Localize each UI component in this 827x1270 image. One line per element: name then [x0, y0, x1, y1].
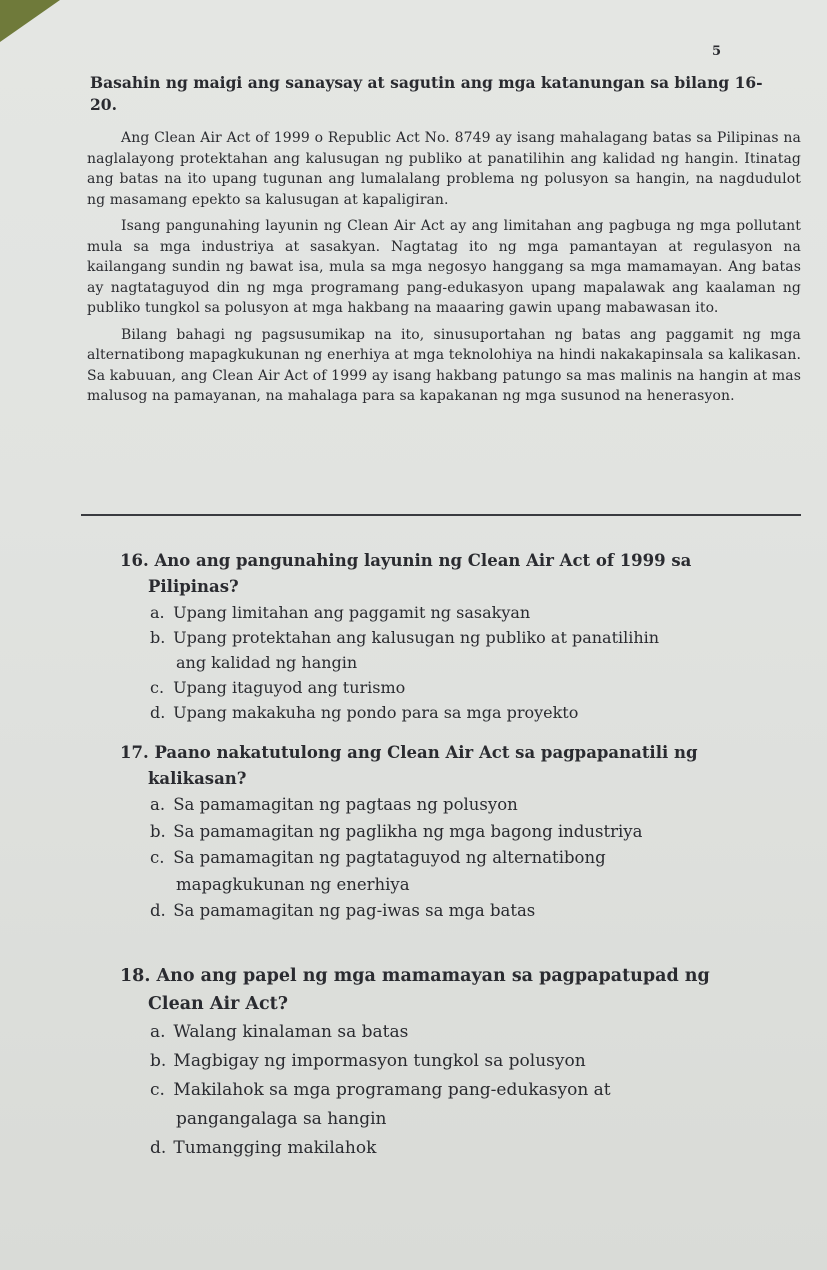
choice-text: Sa pamamagitan ng pagtaas ng polusyon	[173, 795, 518, 814]
choice-text: Sa pamamagitan ng pag-iwas sa mga batas	[173, 901, 536, 920]
choice-text: Upang itaguyod ang turismo	[173, 678, 406, 697]
question-text-line1: Ano ang papel ng mga mamamayan sa pagpapatupad ng	[156, 966, 710, 986]
question-text-line2: kalikasan?	[148, 769, 247, 788]
choice-a[interactable]	[120, 600, 780, 625]
question-prompt	[120, 962, 780, 990]
choice-text: Tumangging makilahok	[173, 1138, 377, 1158]
choice-c[interactable]	[120, 675, 780, 700]
question-text-line2: Pilipinas?	[148, 577, 239, 596]
page-number: 5	[712, 44, 722, 59]
question-text-line1: Paano nakatutulong ang Clean Air Act sa pagpapanatili ng	[154, 743, 698, 762]
choice-d[interactable]	[120, 1134, 780, 1163]
question-number: 18.	[120, 966, 151, 986]
choice-letter: c.	[150, 678, 165, 697]
choice-text: Sa pamamagitan ng pagtataguyod ng alternatibong	[173, 848, 606, 867]
choice-text: Makilahok sa mga programang pang-edukasyon at	[173, 1080, 611, 1100]
choice-text: Upang protektahan ang kalusugan ng publiko at panatilihin	[173, 628, 660, 647]
choice-text: Upang makakuha ng pondo para sa mga proyekto	[173, 703, 579, 722]
choice-text: Upang limitahan ang paggamit ng sasakyan	[173, 603, 531, 622]
choice-a[interactable]	[120, 1018, 780, 1047]
choice-text: Walang kinalaman sa batas	[173, 1022, 409, 1042]
question-18	[120, 962, 780, 1163]
passage-paragraph: Ang Clean Air Act of 1999 o Republic Act No. 8749 ay isang mahalagang batas sa Pilipinas na naglalayong protektahan ang kalusugan ng publiko at panatilihin ang kalidad ng hangin. Itinatag ang batas na ito upang tugunan ang lumalalang problema ng polusyon sa hangin, na nagdudulot ng masamang epekto sa kalusugan at kapaligiran.	[87, 130, 801, 208]
choice-letter: b.	[150, 821, 166, 841]
choice-b[interactable]	[120, 625, 780, 650]
instruction-text: Basahin ng maigi ang sanaysay at sagutin ang mga katanungan sa bilang 16-20.	[90, 73, 763, 114]
question-text-line1: Ano ang pangunahing layunin ng Clean Air Act of 1999 sa	[154, 551, 692, 570]
choice-letter: c.	[150, 1080, 165, 1100]
choice-b-continuation: ang kalidad ng hangin	[176, 653, 358, 672]
choice-letter: a.	[150, 603, 165, 622]
choice-a[interactable]	[120, 792, 780, 819]
question-prompt	[120, 548, 780, 574]
choice-letter: d.	[150, 1138, 167, 1158]
passage-paragraph: Bilang bahagi ng pagsusumikap na ito, sinusuportahan ng batas ang paggamit ng mga alternatibong mapagkukunan ng enerhiya at mga teknolohiya na hindi nakakapinsala sa kalikasan. Sa kabuuan, ang Clean Air Act of 1999 ay isang hakbang patungo sa mas malinis na hangin at mas malusog na pamayanan, na mahalaga para sa kapakanan ng mga susunod na henerasyon.	[87, 326, 801, 404]
choice-text: Sa pamamagitan ng paglikha ng mga bagong industriya	[173, 821, 643, 841]
question-number: 16.	[120, 551, 149, 570]
choice-letter: d.	[150, 901, 166, 920]
question-17	[120, 740, 780, 925]
choice-d[interactable]	[120, 898, 780, 925]
choice-c[interactable]	[120, 845, 780, 872]
essay-passage	[81, 122, 801, 516]
question-16	[120, 548, 780, 725]
choice-c-continuation: pangangalaga sa hangin	[176, 1109, 387, 1129]
choice-letter: c.	[150, 848, 165, 867]
choice-b[interactable]	[120, 819, 780, 846]
choice-text: Magbigay ng impormasyon tungkol sa polusyon	[173, 1051, 586, 1071]
choice-letter: b.	[150, 628, 166, 647]
choice-letter: d.	[150, 703, 166, 722]
choice-letter: a.	[150, 1022, 166, 1042]
choice-c-continuation: mapagkukunan ng enerhiya	[176, 874, 410, 894]
choice-b[interactable]	[120, 1047, 780, 1076]
choice-letter: b.	[150, 1051, 167, 1071]
choice-letter: a.	[150, 795, 166, 814]
question-text-line2: Clean Air Act?	[148, 994, 288, 1014]
choice-d[interactable]	[120, 700, 780, 725]
choice-c[interactable]	[120, 1076, 780, 1105]
background-object	[0, 0, 60, 42]
question-prompt	[120, 740, 780, 766]
passage-paragraph: Isang pangunahing layunin ng Clean Air Act ay ang limitahan ang pagbuga ng mga pollutant mula sa mga industriya at sasakyan. Nagtatag ito ng mga pamantayan at regulasyon na kailangang sundin ng bawat isa, mula sa mga negosyo hanggang sa mga mamamayan. Ang batas ay nagtataguyod din ng mga programang pang-edukasyon upang mapalawak ang kaalaman ng publiko tungkol sa polusyon at mga hakbang na maaaring gawin upang mabawasan ito.	[87, 218, 801, 316]
question-number: 17.	[120, 743, 149, 762]
